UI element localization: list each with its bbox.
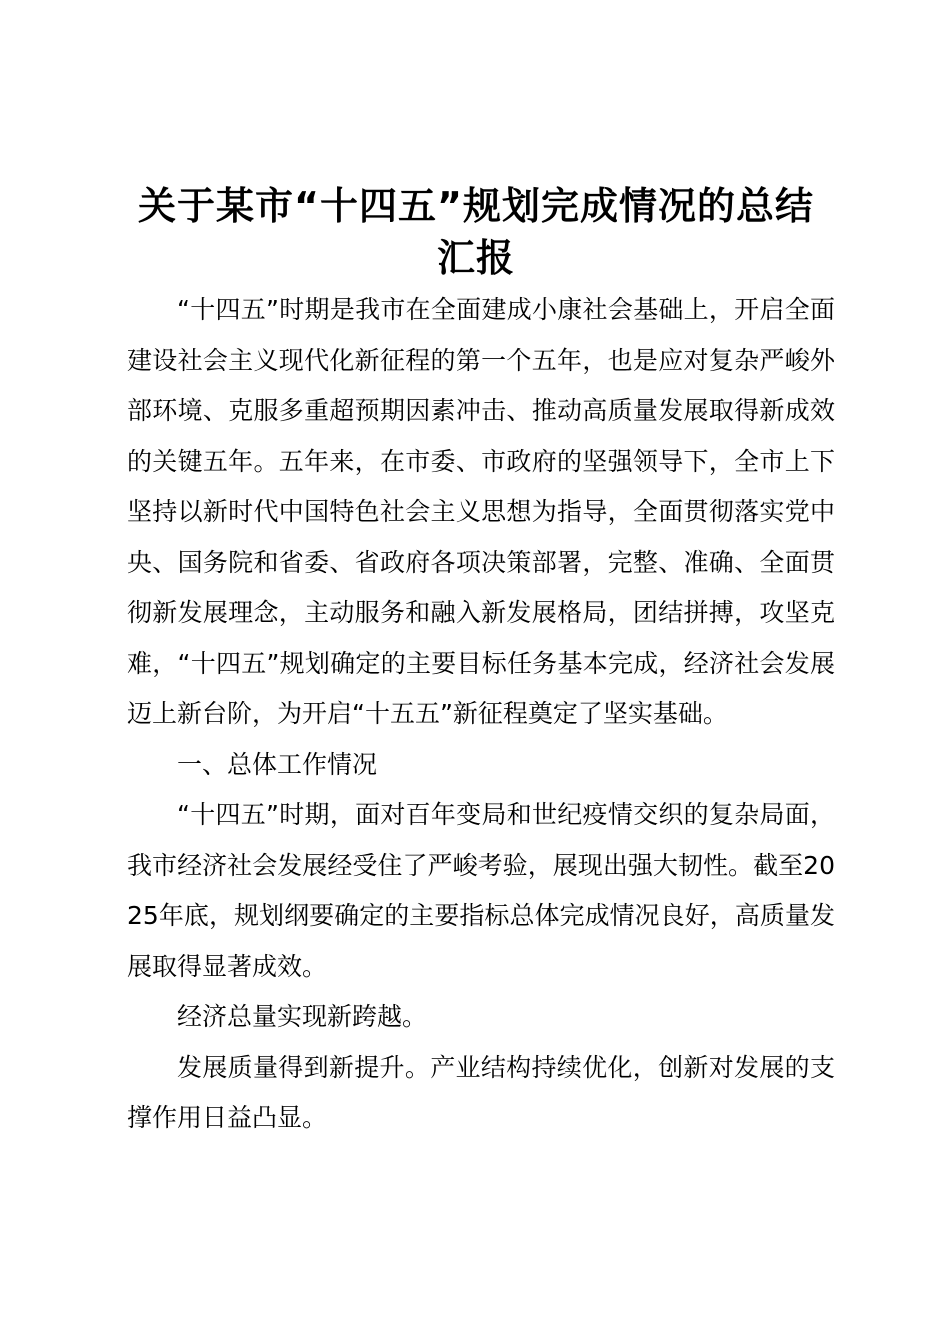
quality-paragraph: 发展质量得到新提升。产业结构持续优化，创新对发展的支撑作用日益凸显。 [127, 1052, 835, 1132]
overall-paragraph: “十四五”时期，面对百年变局和世纪疫情交织的复杂局面，我市经济社会发展经受住了严峻考验，展现出强大韧性。截至2025年底，规划纲要确定的主要指标总体完成情况良好，高质量发展取得显著成效。 [127, 800, 835, 981]
document-body [127, 285, 835, 1144]
document-title: 关于某市“十四五”规划完成情况的总结汇报 [138, 184, 814, 280]
intro-paragraph: “十四五”时期是我市在全面建成小康社会基础上，开启全面建设社会主义现代化新征程的第一个五年，也是应对复杂严峻外部环境、克服多重超预期因素冲击、推动高质量发展取得新成效的关键五年。五年来，在市委、市政府的坚强领导下，全市上下坚持以新时代中国特色社会主义思想为指导，全面贯彻落实党中央、国务院和省委、省政府各项决策部署，完整、准确、全面贯彻新发展理念，主动服务和融入新发展格局，团结拼搏，攻坚克难，“十四五”规划确定的主要目标任务基本完成，经济社会发展迈上新台阶，为开启“十五五”新征程奠定了坚实基础。 [127, 295, 835, 728]
economy-paragraph: 经济总量实现新跨越。 [177, 1002, 428, 1031]
section-heading-overall: 一、总体工作情况 [177, 749, 378, 779]
